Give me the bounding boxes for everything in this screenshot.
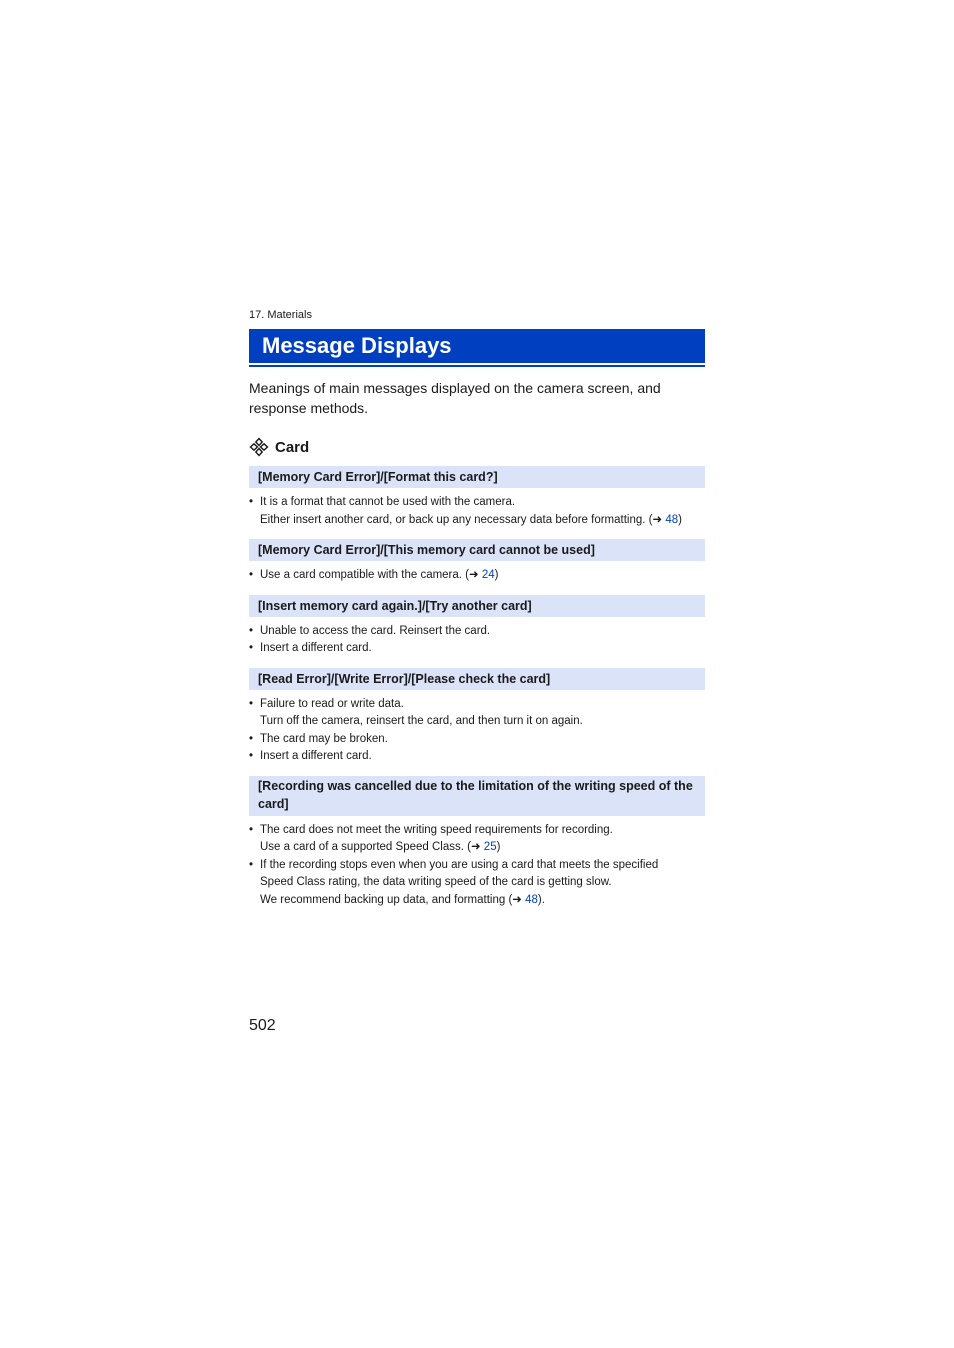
message-list: [249, 466, 705, 909]
list-item: [249, 640, 705, 658]
item-text: The card does not meet the writing speed requirements for recording.: [260, 823, 613, 836]
item-line: [260, 512, 705, 530]
item-line: [260, 494, 705, 512]
title-bar: [249, 329, 705, 365]
item-text: Use a card of a supported Speed Class. (: [260, 841, 471, 853]
intro-text: Meanings of main messages displayed on the camera screen, and response methods.: [249, 380, 661, 416]
page-content: [249, 308, 705, 909]
item-line: [260, 696, 705, 714]
item-text: Insert a different card.: [260, 750, 372, 762]
page-reference-link[interactable]: 48: [525, 893, 538, 906]
item-line: [260, 892, 705, 910]
list-item: [249, 748, 705, 766]
item-text: Insert a different card.: [260, 642, 372, 654]
item-text: Use a card compatible with the camera. (: [260, 569, 470, 581]
message-items: [249, 494, 705, 529]
item-line: [260, 748, 705, 766]
section-label: Card: [275, 438, 310, 456]
item-line: [260, 839, 705, 857]
page-reference-link[interactable]: 48: [665, 513, 679, 526]
item-line: [260, 713, 705, 731]
message-heading: [Memory Card Error]/[This memory card cannot be used]: [249, 539, 705, 561]
message-items: [249, 696, 705, 766]
arrow-icon: ➜: [470, 841, 481, 853]
item-text: It is a format that cannot be used with the camera.: [260, 496, 516, 508]
item-text: Either insert another card, or back up any necessary data before formatting. (: [260, 513, 653, 526]
list-item: [249, 494, 705, 529]
list-item: [249, 696, 705, 731]
list-item: [249, 822, 705, 857]
message-items: [249, 623, 705, 658]
item-line: [260, 567, 705, 585]
section-heading-card: [249, 437, 705, 457]
page-number: 502: [249, 1017, 276, 1034]
item-line: [260, 623, 705, 641]
item-text: Failure to read or write data.: [260, 697, 404, 710]
message-heading: [Insert memory card again.]/[Try another card]: [249, 595, 705, 617]
arrow-icon: ➜: [652, 513, 663, 526]
list-item: [249, 857, 705, 910]
item-line: [260, 822, 705, 840]
item-text: Turn off the camera, reinsert the card, and then turn it on again.: [260, 715, 583, 727]
item-line: [260, 857, 705, 875]
item-text: If the recording stops even when you are using a card that meets the specified: [260, 858, 659, 871]
arrow-icon: ➜: [512, 893, 522, 906]
item-text: Speed Class rating, the data writing speed of the card is getting slow.: [260, 876, 612, 888]
message-items: [249, 822, 705, 910]
item-text-after: ): [496, 841, 501, 853]
message-heading: [Read Error]/[Write Error]/[Please check the card]: [249, 668, 705, 690]
item-line: [260, 731, 705, 749]
item-text: We recommend backing up data, and formatting (: [260, 893, 513, 906]
item-line: [260, 874, 705, 892]
message-heading: [Recording was cancelled due to the limitation of the writing speed of the card]: [249, 776, 705, 816]
item-text: Unable to access the card. Reinsert the card.: [260, 624, 491, 637]
list-item: [249, 731, 705, 749]
page-title: Message Displays: [262, 333, 452, 358]
item-text-after: ): [678, 513, 682, 526]
item-text-after: ).: [537, 893, 545, 906]
page-reference-link[interactable]: 25: [483, 841, 497, 853]
message-heading: [Memory Card Error]/[Format this card?]: [249, 466, 705, 488]
arrow-icon: ➜: [469, 569, 479, 581]
breadcrumb: 17. Materials: [249, 309, 312, 321]
message-items: [249, 567, 705, 585]
item-text-after: ): [494, 569, 499, 581]
list-item: [249, 623, 705, 641]
diamond-cluster-icon: [249, 437, 269, 457]
page-reference-link[interactable]: 24: [481, 569, 495, 581]
item-text: The card may be broken.: [260, 732, 388, 745]
list-item: [249, 567, 705, 585]
item-line: [260, 640, 705, 658]
